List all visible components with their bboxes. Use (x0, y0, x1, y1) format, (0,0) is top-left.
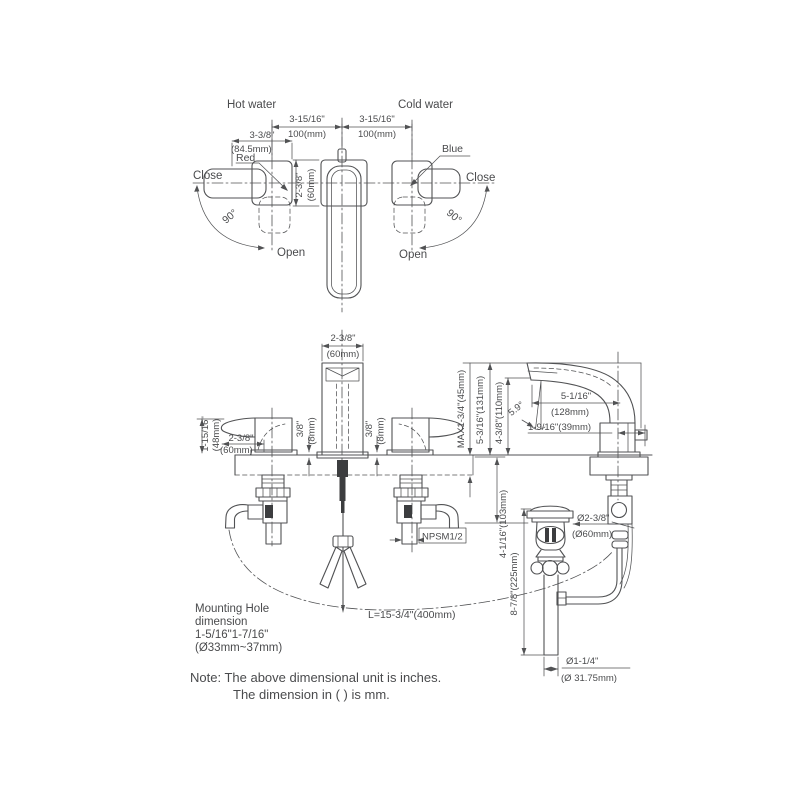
gap-left-mm: (8mm) (306, 417, 318, 445)
dim-handle-inches: 3-3/8" (249, 130, 275, 141)
max-thickness-label: MAX1-3/4"(45mm) (456, 369, 467, 449)
hot-supply-valve (226, 475, 291, 544)
handle-width-mm: (60mm) (220, 445, 253, 456)
dim-right-mm: 100(mm) (357, 129, 397, 140)
handle-height-mm: (48mm) (211, 418, 222, 452)
handle-width-inches: 2-3/8" (228, 433, 254, 444)
notes (190, 670, 441, 702)
open-left-label: Open (277, 247, 306, 259)
angle-right-label: 90° (443, 206, 464, 227)
flange-dia-mm: (Ø60mm) (572, 529, 613, 540)
dim-left-mm: 100(mm) (287, 129, 327, 140)
spout-plan (321, 149, 367, 298)
hose-length-label: L=15-3/4"(400mm) (368, 609, 456, 621)
gap-right-inches: 3/8" (364, 420, 375, 438)
spout-front (317, 363, 368, 458)
plan-spout-dim-inches: 2-3/8" (294, 172, 305, 198)
spout-width-inches: 2-3/8" (330, 333, 356, 344)
pop-up-rod-and-hoses (320, 460, 366, 613)
gap-right-mm: (8mm) (375, 417, 387, 445)
drain-assembly (509, 506, 630, 684)
cold-handle-front (387, 418, 463, 455)
reach-mm-label: (128mm) (550, 407, 590, 418)
front-view (195, 330, 652, 654)
blue-label: Blue (442, 143, 464, 155)
offset-label: 1-9/16"(39mm) (528, 422, 592, 433)
close-right-label: Close (466, 172, 496, 184)
mounting-note-line2: dimension (195, 616, 248, 628)
mounting-note-line4: (Ø33mm~37mm) (195, 642, 283, 654)
close-left-label: Close (193, 170, 223, 182)
red-label: Red (236, 152, 256, 164)
gap-left-inches: 3/8" (295, 420, 306, 438)
note-line1: Note: The above dimensional unit is inches. (190, 670, 442, 685)
mounting-note-line1: Mounting Hole (195, 603, 270, 615)
flange-dia-inches: Ø2-3/8" (577, 513, 610, 524)
spray-angle-label: 5.9° (506, 399, 527, 419)
top-view (193, 99, 497, 312)
deck-to-flange-label: 4-1/16"(103mm) (498, 489, 509, 559)
open-right-label: Open (399, 249, 428, 261)
reach-inches-label: 5-1/16" (560, 391, 592, 402)
note-line2: The dimension in ( ) is mm. (233, 687, 390, 702)
spout-side-profile (527, 363, 648, 475)
dim-right-inches: 3-15/16" (359, 114, 395, 125)
plan-spout-dim-mm: (60mm) (306, 168, 317, 202)
dim-handle-mm: (84.5mm) (231, 144, 272, 155)
side-view (456, 352, 648, 604)
dim-left-inches: 3-15/16" (289, 114, 325, 125)
angle-left-label: 90° (220, 206, 241, 227)
cold-handle-plan (392, 161, 460, 233)
mounting-note-line3: 1-5/16"1-7/16" (195, 629, 269, 641)
cold-water-label: Cold water (398, 99, 453, 111)
pipe-dia-mm: (Ø 31.75mm) (561, 673, 617, 684)
outlet-height-label: 4-3/8"(110mm) (494, 381, 505, 445)
spout-width-mm: (60mm) (326, 349, 360, 360)
pipe-dia-inches: Ø1-1/4" (566, 656, 599, 667)
mounting-hole-note (195, 603, 282, 654)
spout-height-label: 5-3/16"(131mm) (475, 375, 486, 445)
hot-water-label: Hot water (227, 99, 277, 111)
handle-height-inches: 1-15/16" (200, 416, 211, 452)
drain-length-label: 8-7/8"(225mm) (509, 552, 520, 616)
thread-label: NPSM1/2 (422, 531, 463, 543)
